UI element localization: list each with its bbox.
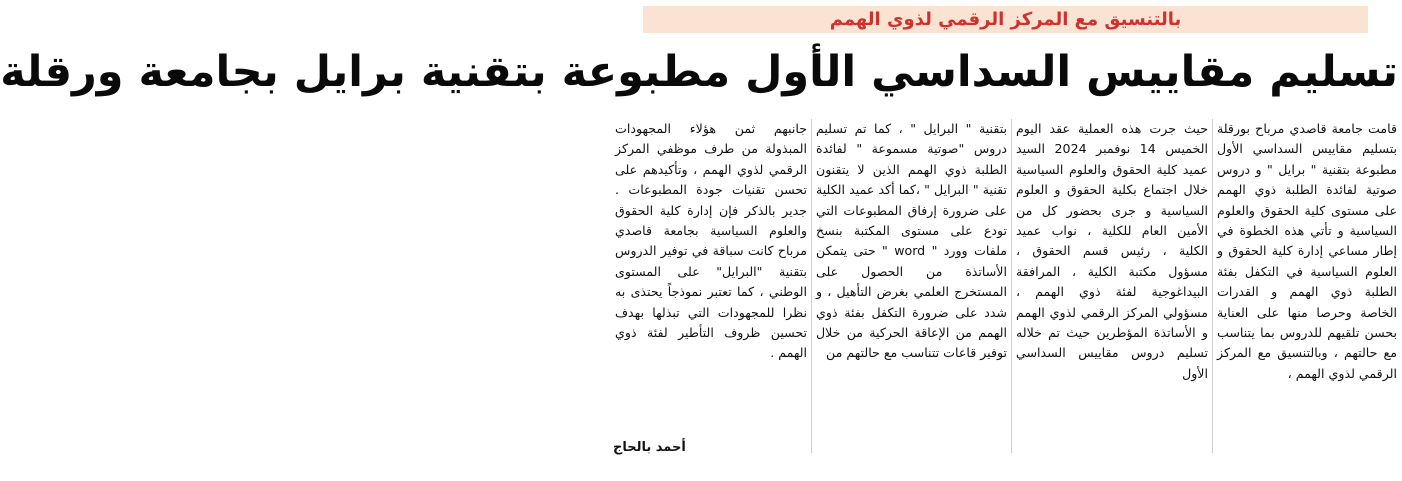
column-2-text: حيث جرت هذه العملية عقد اليوم الخميس 14 نوفمبر 2024 السيد عميد كلية الحقوق والعلوم السياسية خلال اجتماع بكلية الحقوق و العلوم السياسية و جرى بحضور كل من الأمين العام للكلية ، نواب عميد الكلية ، رئيس قسم الحقوق ، مسؤول مكتبة الكلية ، المرافقة البيداغوجية لفئة ذوي الهمم ، مسؤولي المركز الرقمي لذوي الهمم و الأساتذة المؤطرين حيث تم خلاله تسليم دروس مقاييس السداسي الأول — [1016, 121, 1208, 381]
article-column-4 — [611, 119, 811, 435]
column-3-text: بتقنية " البرايل " ، كما تم تسليم دروس "صوتية مسموعة " لفائدة الطلبة ذوي الهمم الذين لا يتقنون تقنية " البرايل " ،كما أكد عميد الكلية على ضرورة إرفاق المطبوعات التي تودع على مستوى المكتبة بنسخ ملفات وورد " word " حتى يتمكن الأساتذة من الحصول على المستخرج العلمي بغرض التأهيل ، و شدد على ضرورة التكفل بفئة ذوي الهمم من الإعاقة الحركية من خلال توفير قاعات تتناسب مع حالتهم من — [816, 121, 1007, 361]
kicker-text: بالتنسيق مع المركز الرقمي لذوي الهمم — [829, 9, 1182, 30]
column-1-text: قامت جامعة قاصدي مرباح بورقلة بتسليم مقاييس السداسي الأول مطبوعة بتقنية " برايل " و دروس صوتية لفائدة الطلبة ذوي الهمم على مستوى كلية الحقوق والعلوم السياسية و تأتي هذه الخطوة في إطار مساعي إدارة كلية الحقوق و العلوم السياسية في التكفل بفئة الطلبة ذوي الهمم و القدرات الخاصة وحرصا منها على العناية بحسن تلقيهم للدروس بما يتناسب مع حالتهم ، وبالتنسيق مع المركز الرقمي لذوي الهمم ، — [1217, 121, 1397, 381]
column-4-text: جانبهم ثمن هؤلاء المجهودات المبذولة من طرف موظفي المركز الرقمي لذوي الهمم ، وتأكيدهم على تحسن تقنيات جودة المطبوعات . جدير بالذكر فإن إدارة كلية الحقوق والعلوم السياسية بجامعة قاصدي مرباح كانت سباقة في توفير الدروس بتقنية "البرايل" على المستوى الوطني ، كما تعتبر نموذجاً يحتذى به نظرا للمجهودات التي تبذلها بهدف تحسين ظروف التأطير لفئة ذوي الهمم . — [615, 121, 807, 361]
article-column-1 — [1213, 119, 1401, 459]
author-byline: أحمد بالحاج — [613, 440, 686, 455]
article-column-2 — [1012, 119, 1212, 459]
headline: تسليم مقاييس السداسي الأول مطبوعة بتقنية برايل بجامعة ورقلة — [0, 47, 1398, 97]
article-column-3 — [812, 119, 1011, 459]
